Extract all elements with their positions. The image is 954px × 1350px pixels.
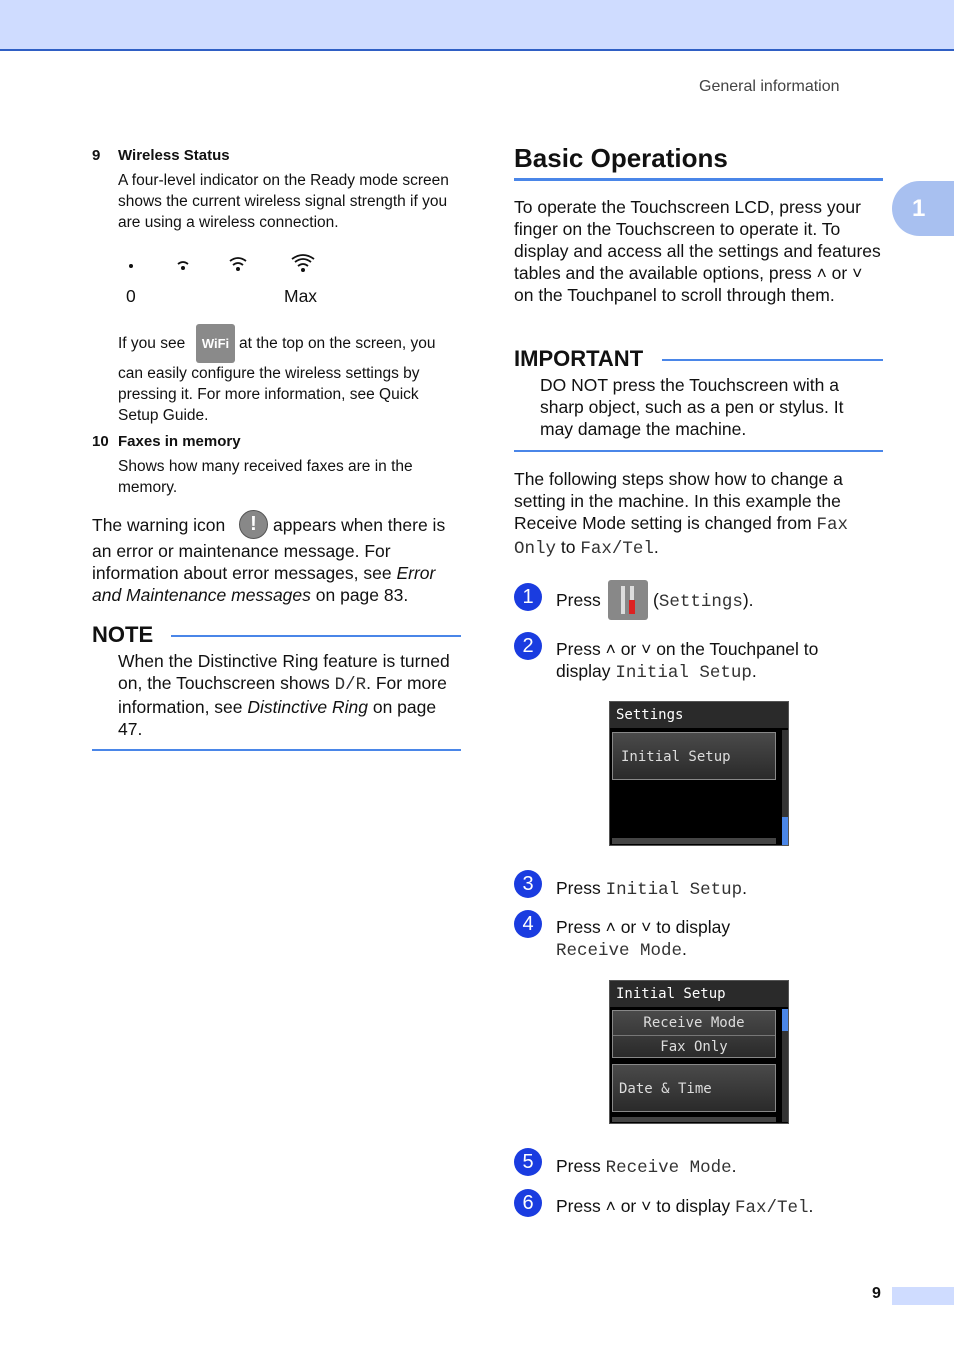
lcd-2-scrollbar[interactable] [782, 1009, 788, 1122]
wifi-text-before: If you see [118, 335, 186, 352]
section-header: General information [699, 78, 840, 95]
title-rule [514, 178, 883, 181]
intro-text: To operate the Touchscreen LCD, press your finger on the Touchscreen to operate it. To display and access all the settings and features tables and the available options, press ˄ or ˅ on the Touchpanel to scroll through them. [514, 197, 881, 305]
step-6-text: Press ˄ or ˅ to display Fax/Tel. [556, 1196, 814, 1218]
step-5-text: Press Receive Mode. [556, 1156, 737, 1178]
item-10-text: Shows how many received faxes are in the memory. [118, 458, 413, 496]
important-rule [662, 359, 883, 361]
step-1-suffix: (Settings). [653, 590, 754, 612]
item-10-title: Faxes in memory [118, 433, 241, 450]
step-2-number: 2 [514, 632, 542, 660]
lcd-2-next-item [612, 1117, 776, 1122]
step-1-number: 1 [514, 583, 542, 611]
important-text: DO NOT press the Touchscreen with a sharp object, such as a pen or stylus. It may damage the machine. [540, 375, 844, 439]
step-5-number: 5 [514, 1148, 542, 1176]
step-2-text: Press ˄ or ˅ on the Touchpanel to display Initial Setup. [556, 639, 819, 683]
lcd-receive-mode-button[interactable] [612, 1010, 776, 1058]
item-9-text: A four-level indicator on the Ready mode screen shows the current wireless signal strength if you are using a wireless connection. [118, 172, 449, 231]
warning-text-after: appears when there is [273, 515, 446, 535]
lcd-initial-setup-button[interactable]: Initial Setup [612, 732, 776, 780]
top-bar [0, 0, 954, 51]
item-9-title: Wireless Status [118, 147, 230, 164]
item-9-number: 9 [92, 147, 101, 164]
lcd-2-title: Initial Setup [610, 981, 788, 1007]
step-1-text: Press [556, 590, 601, 610]
wifi-icon: WiFi [196, 324, 235, 363]
note-text: When the Distinctive Ring feature is turned on, the Touchscreen shows D/R. For more information, see Distinctive Ring on page 47. [118, 651, 450, 739]
note-title: NOTE [92, 622, 154, 647]
lcd-fax-only-value: Fax Only [613, 1035, 775, 1058]
step-4-text: Press ˄ or ˅ to display Receive Mode. [556, 917, 731, 961]
step-3-number: 3 [514, 870, 542, 898]
scale-max: Max [284, 286, 318, 306]
step-3-text: Press Initial Setup. [556, 878, 748, 900]
important-title: IMPORTANT [514, 346, 644, 371]
note-bottom-rule [92, 749, 461, 751]
steps-intro: The following steps show how to change a setting in the machine. In this example the Receive Mode setting is changed from Fax Only to Fax/Tel. [514, 469, 849, 559]
lcd-screen-settings [609, 701, 789, 846]
step-6-number: 6 [514, 1189, 542, 1217]
down-arrow-icon: ˅ [852, 263, 863, 283]
lcd-1-next-item [612, 838, 776, 844]
lcd-1-scrollbar[interactable] [782, 730, 788, 845]
scale-min: 0 [126, 286, 136, 306]
item-10-number: 10 [92, 433, 109, 450]
note-rule [171, 635, 461, 637]
wifi-signal-scale [120, 254, 320, 278]
page-number: 9 [872, 1285, 881, 1302]
lcd-1-title: Settings [610, 702, 788, 728]
chapter-tab: 1 [892, 181, 954, 236]
step-4-number: 4 [514, 910, 542, 938]
lcd-date-time-button[interactable]: Date & Time [612, 1064, 776, 1112]
wifi-text-after: at the top on the screen, you [239, 335, 436, 352]
page-tab [892, 1287, 954, 1305]
up-arrow-icon: ˄ [816, 263, 827, 283]
lcd-screen-initial-setup [609, 980, 789, 1124]
settings-icon [608, 580, 648, 620]
lcd-receive-mode-label: Receive Mode [643, 1015, 745, 1031]
wifi-signal-levels-icon [120, 254, 320, 278]
warning-icon: ! [239, 510, 268, 539]
warning-text-before: The warning icon [92, 515, 226, 535]
important-bottom-rule [514, 450, 883, 452]
section-title: Basic Operations [514, 143, 728, 173]
wifi-text-rest: can easily configure the wireless settings by pressing it. For more information, see Quick Setup Guide. [118, 365, 420, 424]
warning-text-rest: an error or maintenance message. For information about error messages, see Error and Maintenance messages on page 83. [92, 541, 436, 605]
